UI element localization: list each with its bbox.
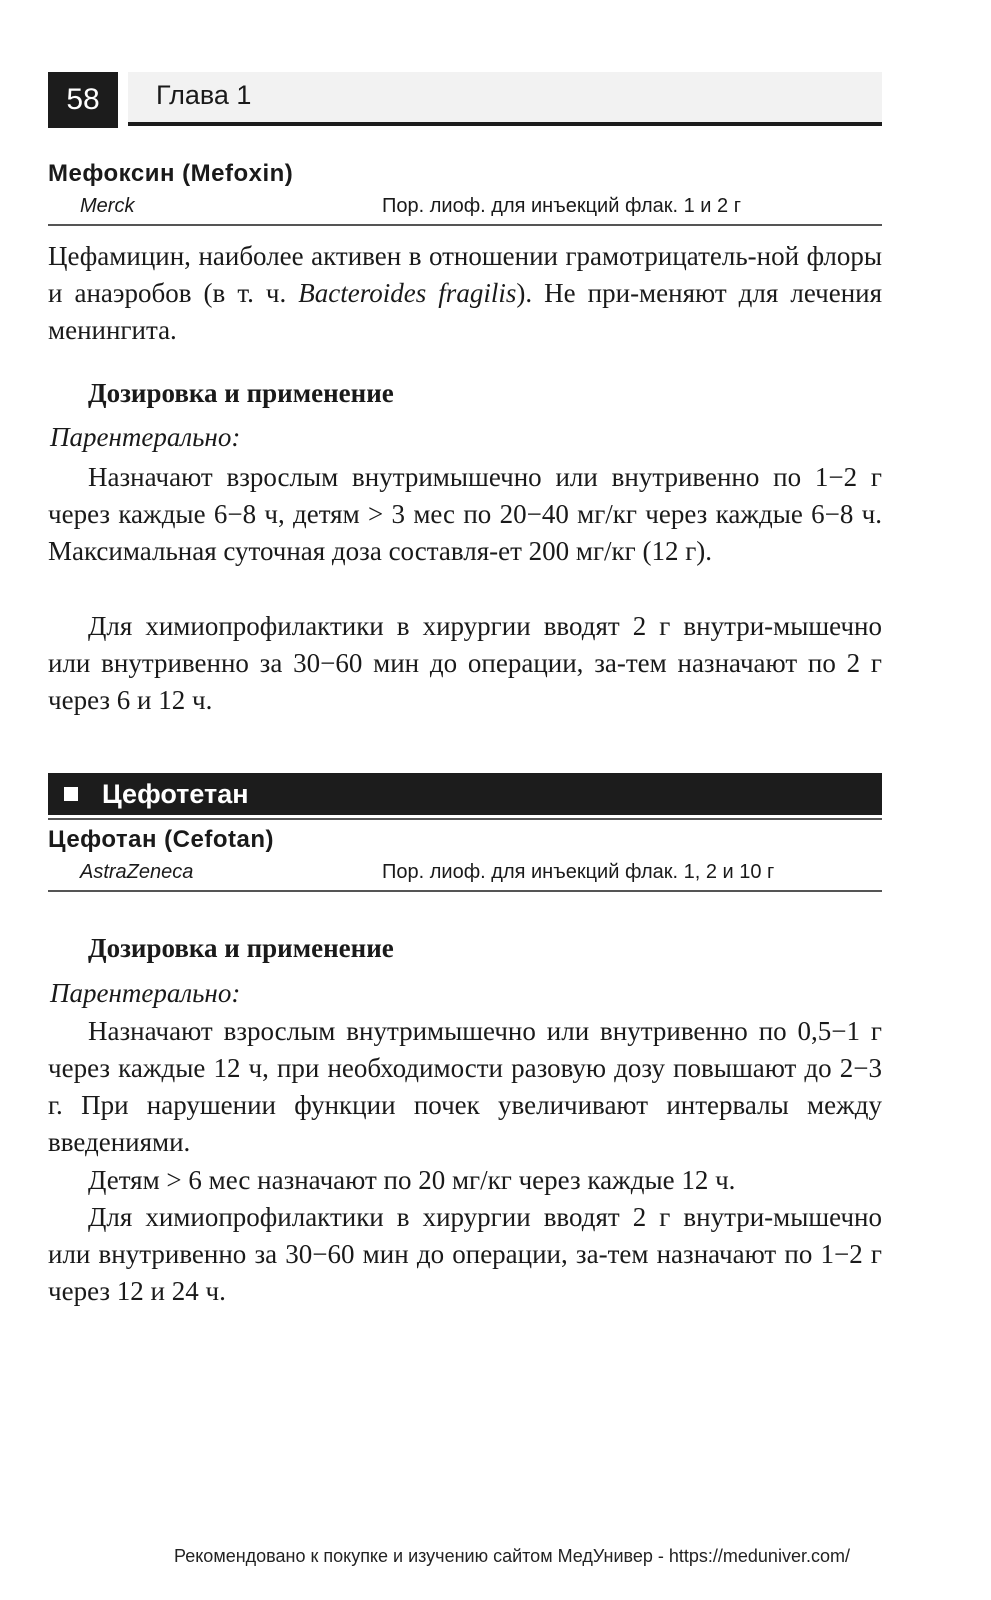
dosage-form-mefoxin: Пор. лиоф. для инъекций флак. 1 и 2 г [382,195,741,217]
manufacturer-mefoxin: Merck [80,195,135,217]
section-header [48,773,882,815]
divider [48,818,882,820]
drug-name-cefotan: Цефотан (Cefotan) [48,826,274,853]
drug-name-mefoxin: Мефоксин (Mefoxin) [48,160,294,187]
divider [48,224,882,226]
pediatric-paragraph: Детям > 6 мес назначают по 20 мг/кг через каждые 12 ч. [88,1165,736,1195]
dosage-paragraph: Назначают взрослым внутримышечно или внутривенно по 0,5−1 г через каждые 12 ч, при необходимости разовую дозу повышают до 2−3 г. При нарушении функции почек увеличивают интервалы между введениями. [48,1016,882,1157]
manufacturer-cefotan: AstraZeneca [80,861,194,883]
page-number: 58 [48,72,118,128]
description-mefoxin: Цефамицин, наиболее активен в отношении грамотрицатель-ной флоры и анаэробов (в т. ч. Bacteroides fragilis). Не при-меняют для лечения менингита. [48,241,883,345]
dosage-form-cefotan: Пор. лиоф. для инъекций флак. 1, 2 и 10 г [382,861,775,883]
dosage-paragraph: Назначают взрослым внутримышечно или внутривенно по 1−2 г через каждые 6−8 ч, детям > 3 мес по 20−40 мг/кг через каждые 6−8 ч. Максимальная суточная доза составля-ет 200 мг/кг (12 г). [48,462,882,566]
section-title: Цефотетан [102,778,249,809]
route-mefoxin: Парентерально: [50,422,241,452]
dosage-heading-mefoxin: Дозировка и применение [88,378,394,408]
prophylaxis-paragraph: Для химиопрофилактики в хирургии вводят 2 г внутри-мышечно или внутривенно за 30−60 мин до операции, за-тем назначают по 2 г через 6 и 12 ч. [48,611,882,715]
prophylaxis-paragraph: Для химиопрофилактики в хирургии вводят 2 г внутри-мышечно или внутривенно за 30−60 мин до операции, за-тем назначают по 1−2 г через 12 и 24 ч. [48,1202,882,1306]
header-rule [128,122,882,126]
dosage-heading-cefotan: Дозировка и применение [88,933,394,963]
chapter-title: Глава 1 [156,80,252,110]
divider [48,890,882,892]
route-cefotan: Парентерально: [50,978,241,1008]
bullet-square-icon [64,787,78,801]
footer-watermark: Рекомендовано к покупке и изучению сайтом МедУнивер - https://meduniver.com/ [174,1546,850,1566]
